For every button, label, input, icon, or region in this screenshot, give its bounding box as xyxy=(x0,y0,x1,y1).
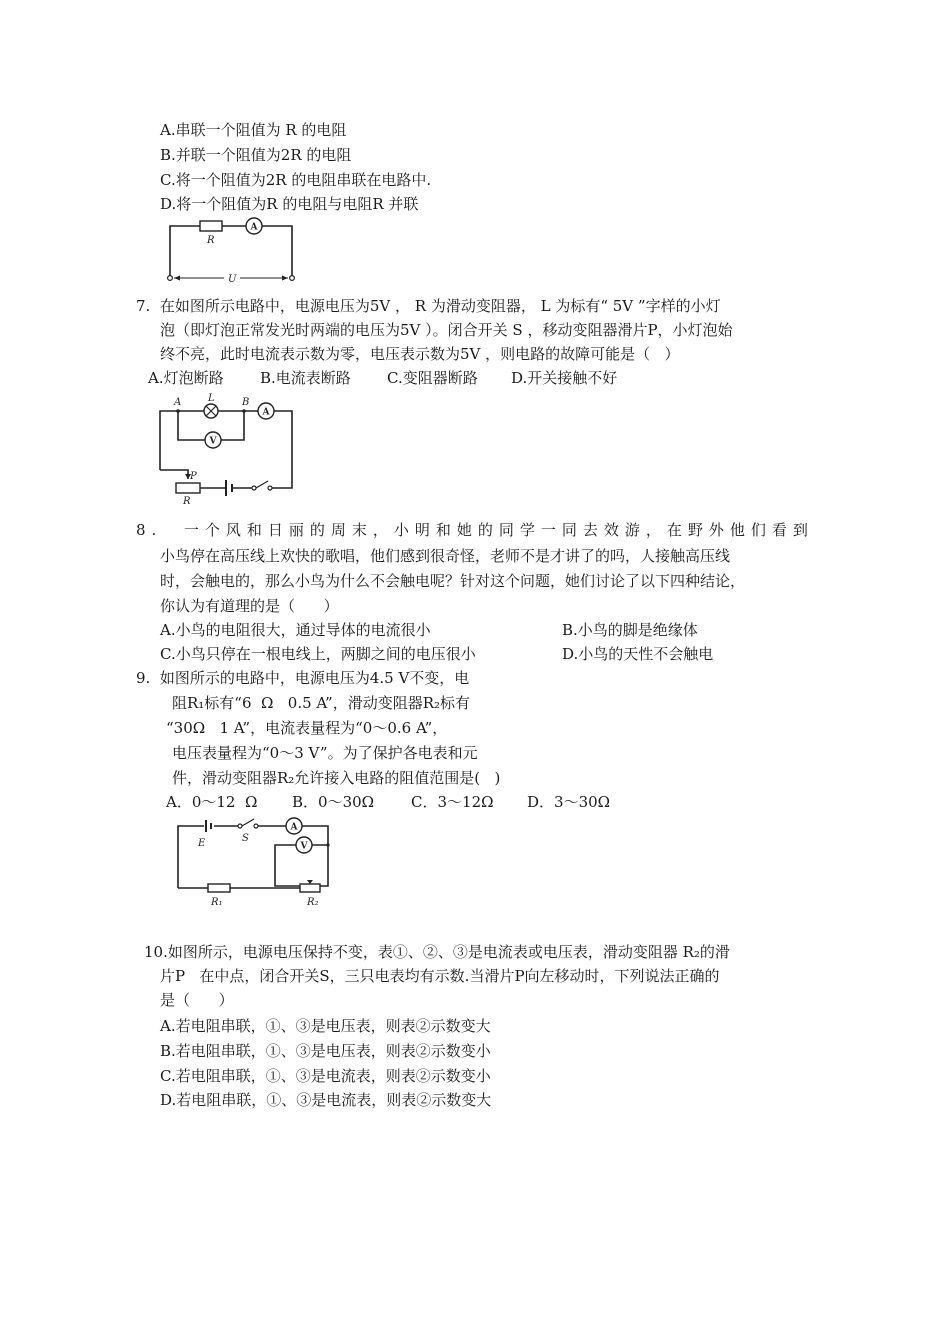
q9-stem-line-3: “30Ω 1 A”，电流表量程为“0～0.6 A”， xyxy=(166,719,448,737)
q7-slider-label: P xyxy=(190,471,197,482)
q10-stem-line-2: 片P 在中点，闭合开关S，三只电表均有示数.当滑片P向左移动时，下列说法正确的 xyxy=(160,967,720,985)
q8-stem-line-4: 你认为有道理的是（ ） xyxy=(160,597,339,615)
q6-resistor-label: R xyxy=(207,235,215,246)
q9-option-c: C．3～12Ω xyxy=(411,793,494,811)
q9-voltmeter-label: V xyxy=(300,841,308,852)
q9-stem-line-5: 件，滑动变阻器R₂允许接入电路的阻值范围是( ) xyxy=(172,769,501,787)
q8-stem-line-2: 小鸟停在高压线上欢快的歌唱，他们感到很奇怪，老师不是才讲了的吗，人接触高压线 xyxy=(160,547,731,565)
q8-option-b: B.小鸟的脚是绝缘体 xyxy=(562,621,698,639)
q9-option-a: A．0～12 Ω xyxy=(166,793,258,811)
q7-option-d: D.开关接触不好 xyxy=(511,369,618,387)
q6-option-a: A.串联一个阻值为 R 的电阻 xyxy=(160,121,347,139)
q10-option-c: C.若电阻串联，①、③是电流表，则表②示数变小 xyxy=(160,1067,491,1085)
q10-option-a: A.若电阻串联，①、③是电压表，则表②示数变大 xyxy=(160,1017,491,1035)
q7-ammeter-label: A xyxy=(262,407,270,418)
q9-ammeter-label: A xyxy=(290,822,298,833)
q7-node-b-label: B xyxy=(242,397,250,408)
q10-option-b: B.若电阻串联，①、③是电压表，则表②示数变小 xyxy=(160,1042,491,1060)
q6-option-b: B.并联一个阻值为2R 的电阻 xyxy=(160,146,352,164)
q7-stem-line-2: 泡（即灯泡正常发光时两端的电压为5V ）。闭合开关 S ，移动变阻器滑片P，小灯泡始 xyxy=(160,321,733,339)
q10-stem-line-1: 10.如图所示，电源电压保持不变，表①、②、③是电流表或电压表，滑动变阻器 R₂的滑 xyxy=(144,943,730,961)
q8-option-d: D.小鸟的天性不会触电 xyxy=(562,645,714,663)
q6-option-c: C.将一个阻值为2R 的电阻串联在电路中. xyxy=(160,171,432,189)
q8-option-c: C.小鸟只停在一根电线上，两脚之间的电压很小 xyxy=(160,645,476,663)
q9-r2-label: R₂ xyxy=(307,897,319,908)
q9-option-b: B．0～30Ω xyxy=(292,793,375,811)
q10-stem-line-3: 是（ ） xyxy=(160,991,234,1009)
q7-option-a: A.灯泡断路 xyxy=(148,369,224,387)
q7-stem-line-3: 终不亮，此时电流表示数为零，电压表示数为5V ，则电路的故障可能是（ ） xyxy=(160,345,680,363)
q9-circuit-diagram xyxy=(170,812,340,912)
q8-stem-line-3: 时，会触电的，那么小鸟为什么不会触电呢？针对这个问题，她们讨论了以下四种结论， xyxy=(160,572,746,590)
q7-lamp-label: L xyxy=(208,393,215,404)
q7-stem-line-1: 7. 在如图所示电路中，电源电压为5V ， R 为滑动变阻器， L 为标有“ 5V ”字样的小灯 xyxy=(136,297,721,315)
q9-r1-label: R₁ xyxy=(211,897,223,908)
q7-rheostat-label: R xyxy=(183,496,191,507)
q9-switch-label: S xyxy=(242,833,249,844)
q6-circuit-diagram xyxy=(150,212,310,287)
q7-circuit-diagram xyxy=(150,393,310,507)
q6-option-d: D.将一个阻值为R 的电阻与电阻R 并联 xyxy=(160,195,419,213)
q8-option-a: A.小鸟的电阻很大，通过导体的电流很小 xyxy=(160,621,431,639)
q7-option-c: C.变阻器断路 xyxy=(387,369,478,387)
q9-option-d: D．3～30Ω xyxy=(527,793,611,811)
q7-option-b: B.电流表断路 xyxy=(260,369,351,387)
q10-option-d: D.若电阻串联，①、③是电流表，则表②示数变大 xyxy=(160,1091,492,1109)
q8-stem-line-1: 8. 一个风和日丽的周末，小明和她的同学一同去效游，在野外他们看到 xyxy=(136,521,814,539)
q6-voltage-label: U xyxy=(228,274,237,285)
q7-voltmeter-label: V xyxy=(209,436,217,447)
q9-stem-line-4: 电压表量程为“0～3 V”。为了保护各电表和元 xyxy=(172,744,478,762)
q9-stem-line-2: 阻R₁标有“6 Ω 0.5 A”，滑动变阻器R₂标有 xyxy=(172,694,471,712)
q9-stem-line-1: 9. 如图所示的电路中，电源电压为4.5 V不变，电 xyxy=(136,669,470,687)
q6-ammeter-label: A xyxy=(250,222,258,233)
q7-node-a-label: A xyxy=(174,397,182,408)
q9-source-label: E xyxy=(198,838,206,849)
